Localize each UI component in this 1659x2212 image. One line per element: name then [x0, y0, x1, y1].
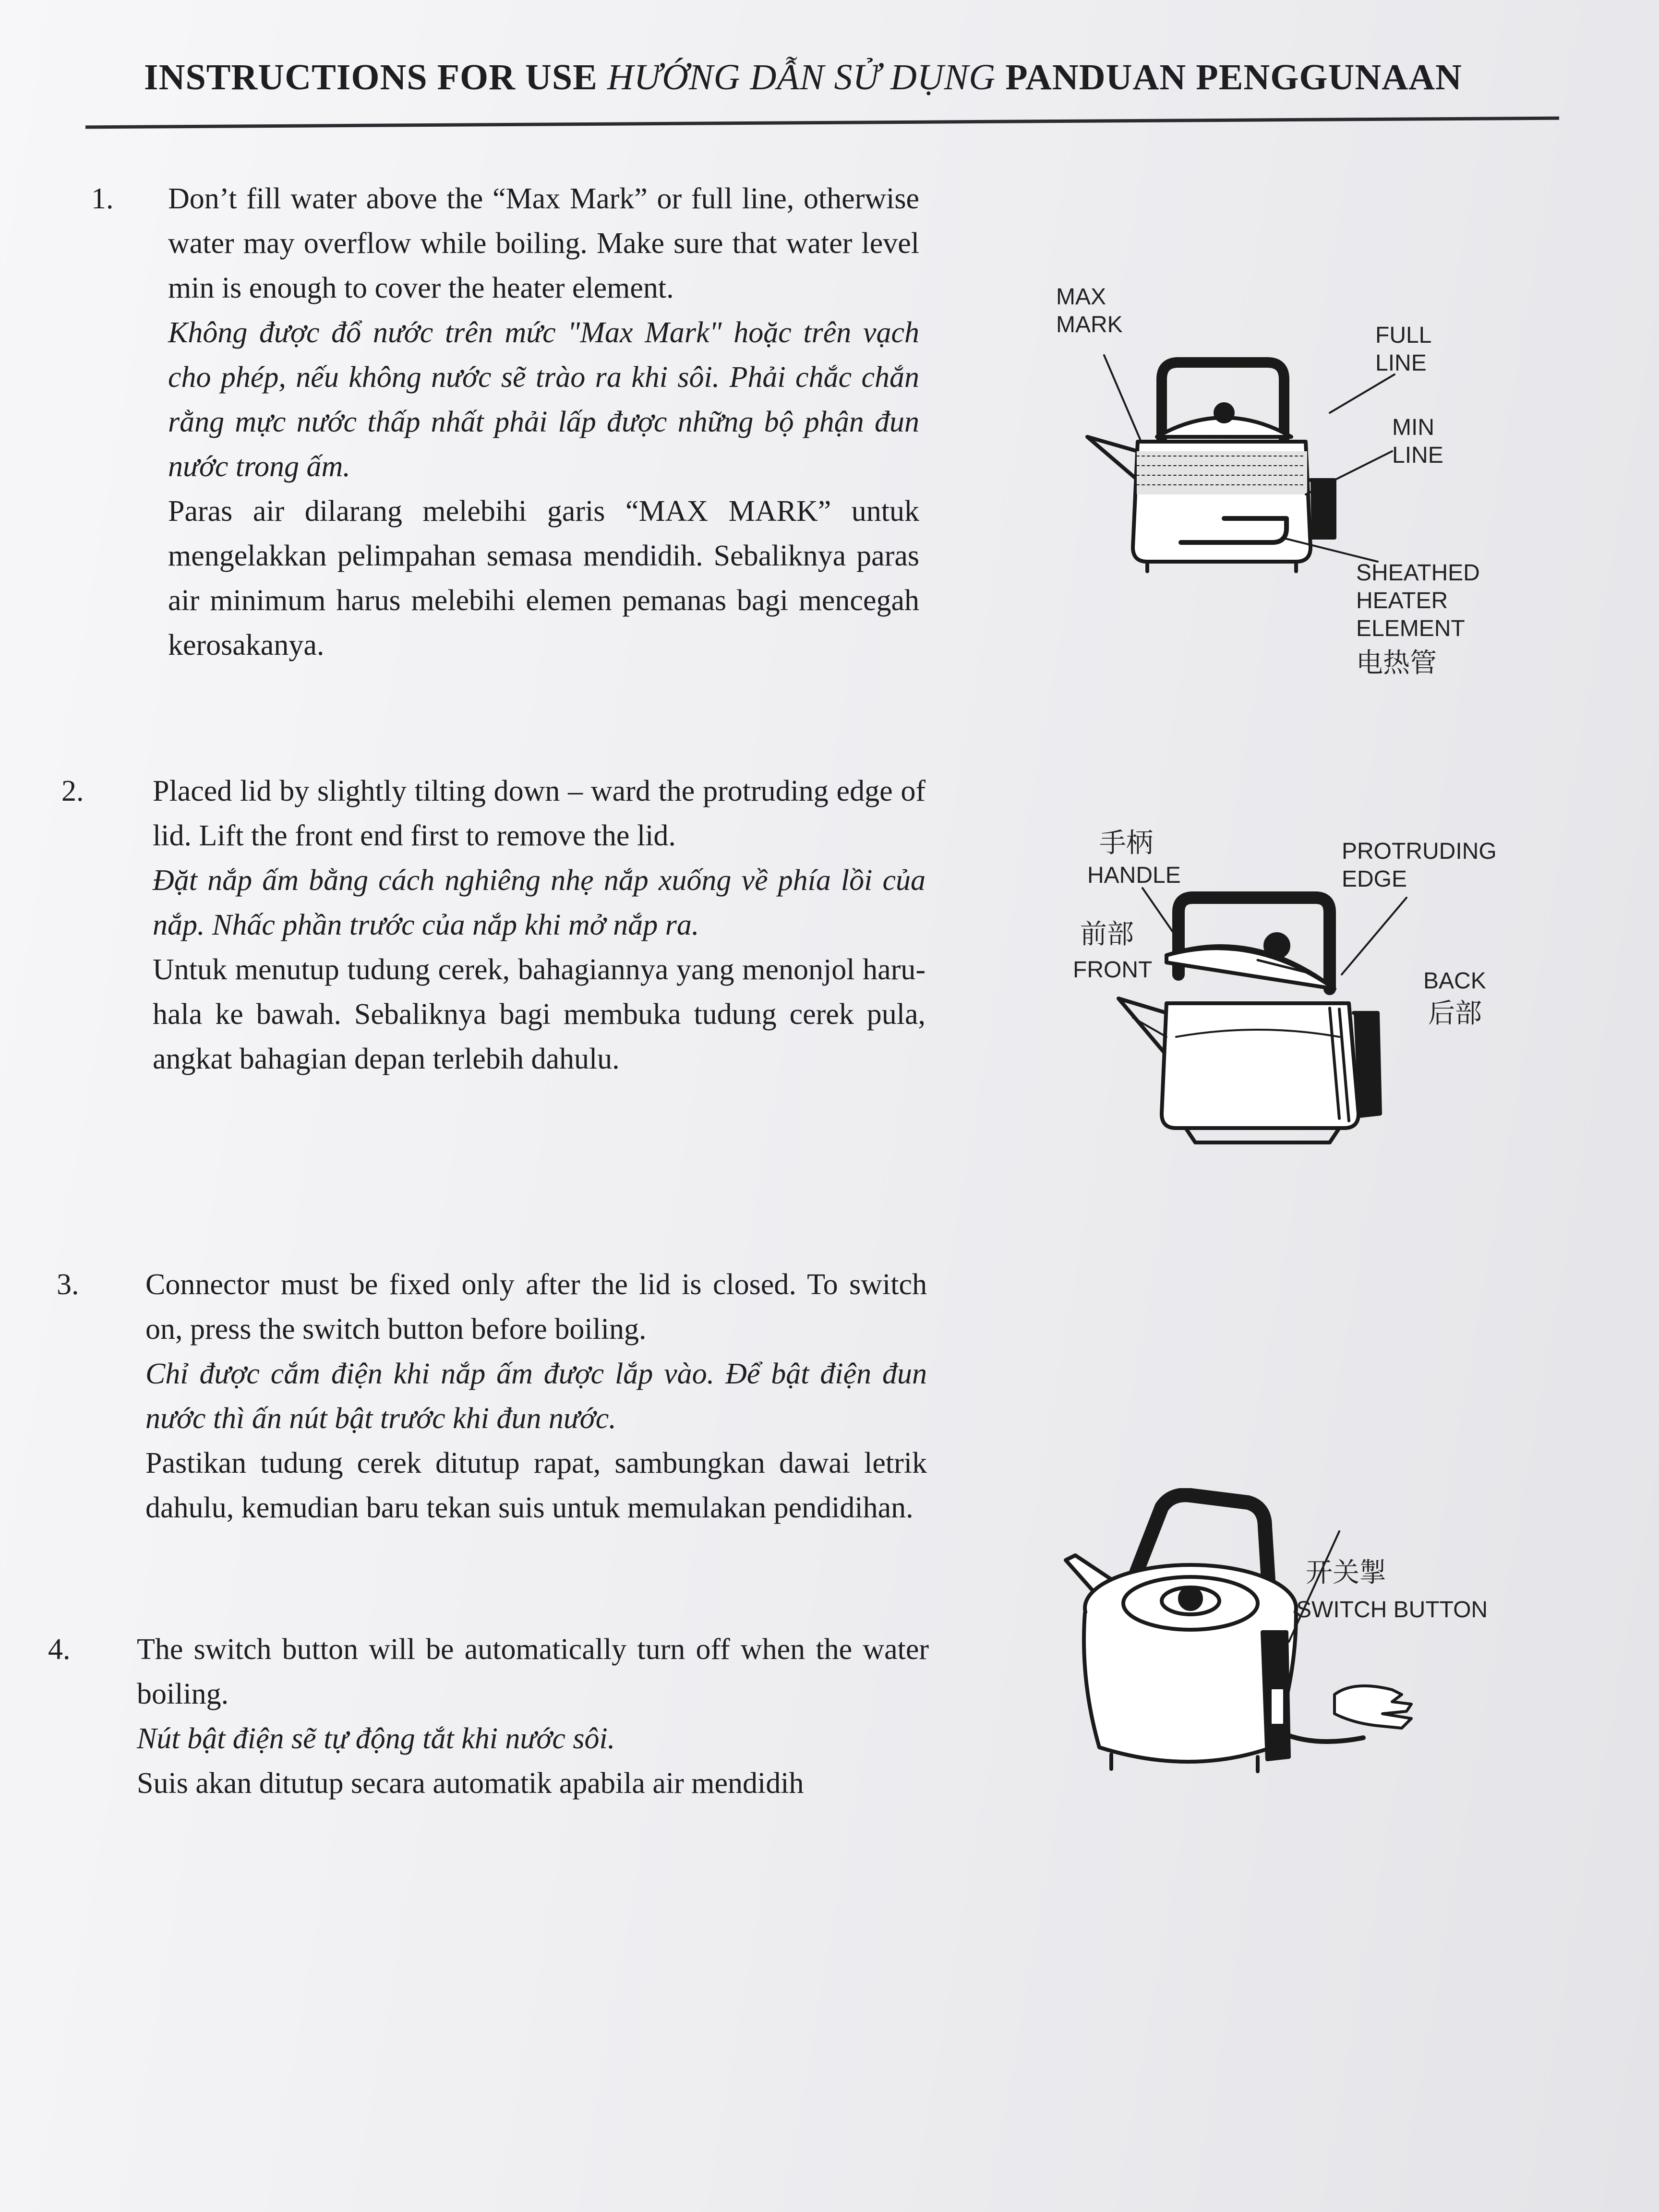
- label-max-mark: [1056, 283, 1123, 339]
- item-text-malay: Suis akan ditutup secara automatik apabila air mendidih: [137, 1767, 804, 1800]
- label-heater-chinese: 电热管: [1356, 648, 1437, 679]
- page-header: [144, 57, 1507, 98]
- label-back-chinese: 后部: [1428, 998, 1482, 1029]
- item-number: 2.: [61, 775, 84, 807]
- item-text-english: Connector must be fixed only after the lid is closed. To switch on, press the switch button before boiling.: [145, 1268, 927, 1346]
- item-text-vietnamese: Đặt nắp ấm bằng cách nghiêng nhẹ nắp xuống về phía lồi của nắp. Nhấc phần trước của nắp khi mở nắp ra.: [153, 864, 926, 941]
- label-line: HEATER: [1356, 588, 1448, 613]
- header-rule: [85, 117, 1559, 129]
- label-switch-chinese: 开关掣: [1306, 1557, 1386, 1588]
- item-text-vietnamese: Chỉ được cắm điện khi nắp ấm được lắp vào. Để bật điện đun nước thì ấn nút bật trước khi đun nước.: [145, 1358, 927, 1435]
- label-front-chinese: 前部: [1080, 919, 1134, 950]
- item-text-malay: Paras air dilarang melebihi garis “MAX MARK” untuk mengelakkan pelimpahan semasa mendidih. Sebaliknya paras air minimum harus melebihi elemen pemanas bagi mencegah kerosakanya.: [168, 495, 919, 661]
- item-number: 1.: [91, 182, 114, 215]
- kettle-switch-illustration: [1046, 1488, 1469, 1795]
- label-protruding-edge: [1342, 838, 1497, 893]
- label-line: LINE: [1392, 443, 1443, 468]
- item-text-vietnamese: Không được đổ nước trên mức "Max Mark" hoặc trên vạch cho phép, nếu không nước sẽ trào ra khi sôi. Phải chắc chắn rằng mực nước thấp nhất phải lấp được những bộ phận đun nước trong ấm.: [168, 316, 919, 483]
- kettle-lid-illustration: [1114, 878, 1421, 1157]
- header-malay: PANDUAN PENGGUNAAN: [1005, 57, 1462, 97]
- item-text-english: Don’t fill water above the “Max Mark” or full line, otherwise water may overflow while boiling. Make sure that water level min is enough to cover the heater element.: [168, 182, 919, 304]
- label-front: FRONT: [1073, 957, 1153, 983]
- label-switch-button: SWITCH BUTTON: [1296, 1597, 1488, 1623]
- label-line: FULL: [1375, 323, 1432, 348]
- label-back: BACK: [1423, 968, 1486, 994]
- instruction-item-2: [61, 769, 926, 1082]
- item-text-english: The switch button will be automatically turn off when the water boiling.: [137, 1633, 929, 1710]
- item-number: 4.: [48, 1633, 71, 1666]
- item-text-malay: Untuk menutup tudung cerek, bahagiannya yang menonjol haru-hala ke bawah. Sebaliknya bagi membuka tudung cerek pula, angkat bahagian depan terlebih dahulu.: [153, 953, 926, 1075]
- item-text-malay: Pastikan tudung cerek ditutup rapat, sambungkan dawai letrik dahulu, kemudian baru tekan suis untuk memulakan pendidihan.: [145, 1447, 927, 1524]
- instruction-item-4: [48, 1627, 929, 1806]
- label-line: SHEATHED: [1356, 560, 1480, 586]
- header-vietnamese: HƯỚNG DẪN SỬ DỤNG: [607, 57, 996, 97]
- label-line: PROTRUDING: [1342, 839, 1497, 864]
- item-text-vietnamese: Nút bật điện sẽ tự động tắt khi nước sôi.: [137, 1722, 615, 1755]
- label-line: MAX: [1056, 284, 1106, 310]
- label-line: MARK: [1056, 312, 1123, 337]
- label-min-line: [1392, 414, 1443, 469]
- instruction-item-3: [57, 1262, 927, 1530]
- instruction-item-1: [91, 177, 919, 668]
- label-line: LINE: [1375, 350, 1427, 376]
- label-line: ELEMENT: [1356, 616, 1465, 641]
- label-full-line: [1375, 322, 1431, 377]
- label-handle-chinese: 手柄: [1099, 828, 1153, 859]
- label-sheathed-heater: [1356, 559, 1480, 643]
- item-text-english: Placed lid by slightly tilting down – ward the protruding edge of lid. Lift the front end first to remove the lid.: [153, 775, 926, 852]
- kettle-water-level-illustration: [1080, 336, 1416, 595]
- item-number: 3.: [57, 1268, 79, 1301]
- label-handle: HANDLE: [1087, 863, 1181, 888]
- label-line: EDGE: [1342, 866, 1407, 892]
- header-english: INSTRUCTIONS FOR USE: [144, 57, 598, 97]
- label-line: MIN: [1392, 415, 1434, 440]
